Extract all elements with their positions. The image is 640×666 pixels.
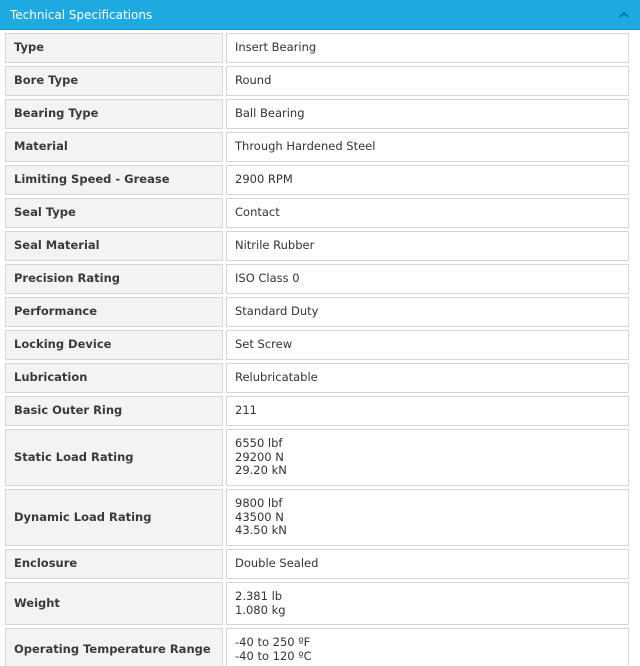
spec-value [226,264,629,294]
spec-row [5,297,629,327]
spec-row [5,628,629,666]
spec-row [5,363,629,393]
spec-value [226,330,629,360]
spec-row [5,264,629,294]
spec-label: Type [5,33,223,63]
spec-value [226,132,629,162]
spec-value-line: Contact [235,205,280,220]
spec-row [5,66,629,96]
spec-value-line: Round [235,73,272,88]
chevron-up-icon[interactable] [617,9,631,21]
spec-value-line: 29.20 kN [235,463,287,478]
spec-value-line: 2.381 lb [235,589,283,603]
spec-label: Bore Type [5,66,223,96]
spec-label: Performance [5,297,223,327]
spec-value [226,363,629,393]
spec-value-line: 6550 lbf [235,436,283,451]
spec-label: Lubrication [5,363,223,393]
spec-label: Dynamic Load Rating [5,489,223,546]
spec-label: Material [5,132,223,162]
spec-value [226,66,629,96]
spec-value-line: 211 [235,403,257,418]
spec-label: Weight [5,582,223,625]
spec-value [226,231,629,261]
spec-row [5,330,629,360]
spec-value-line: Insert Bearing [235,40,317,55]
spec-label: Operating Temperature Range [5,628,223,666]
spec-value-line: 2900 RPM [235,172,293,187]
spec-value [226,33,629,63]
spec-value [226,396,629,426]
spec-value-line: 1.080 kg [235,602,286,617]
spec-label: Static Load Rating [5,429,223,486]
specifications-table-body [5,33,629,666]
spec-row [5,99,629,129]
spec-value-line: 29200 N [235,449,284,464]
spec-label: Precision Rating [5,264,223,294]
spec-value [226,165,629,195]
spec-value [226,582,629,625]
spec-label: Enclosure [5,549,223,579]
spec-row [5,198,629,228]
spec-row [5,489,629,546]
spec-value [226,429,629,486]
spec-label: Basic Outer Ring [5,396,223,426]
spec-value-line: Standard Duty [235,304,319,319]
panel-header[interactable] [0,0,640,30]
spec-row [5,231,629,261]
specifications-table [2,30,632,666]
spec-label: Limiting Speed - Grease [5,165,223,195]
spec-value [226,628,629,666]
spec-row [5,132,629,162]
spec-value-line: -40 to 250 ºF [235,635,311,649]
spec-value-line: Set Screw [235,337,293,352]
spec-value-line: Relubricatable [235,370,318,385]
spec-label: Seal Material [5,231,223,261]
spec-value-line: 43.50 kN [235,523,287,538]
spec-value-line: -40 to 120 ºC [235,648,312,663]
spec-value-line: Through Hardened Steel [235,139,376,154]
spec-row [5,396,629,426]
spec-value [226,549,629,579]
spec-row [5,582,629,625]
spec-value-line: Ball Bearing [235,106,305,121]
panel-title: Technical Specifications [10,8,153,22]
spec-value-line: 43500 N [235,509,284,524]
spec-value-line: Nitrile Rubber [235,238,315,253]
spec-value [226,198,629,228]
spec-value [226,489,629,546]
spec-row [5,429,629,486]
spec-row [5,165,629,195]
spec-value-line: Double Sealed [235,556,319,571]
spec-value-line: 9800 lbf [235,496,283,511]
spec-label: Locking Device [5,330,223,360]
spec-value-line: ISO Class 0 [235,271,300,286]
spec-label: Seal Type [5,198,223,228]
spec-row [5,33,629,63]
spec-label: Bearing Type [5,99,223,129]
spec-value [226,99,629,129]
spec-row [5,549,629,579]
spec-value [226,297,629,327]
